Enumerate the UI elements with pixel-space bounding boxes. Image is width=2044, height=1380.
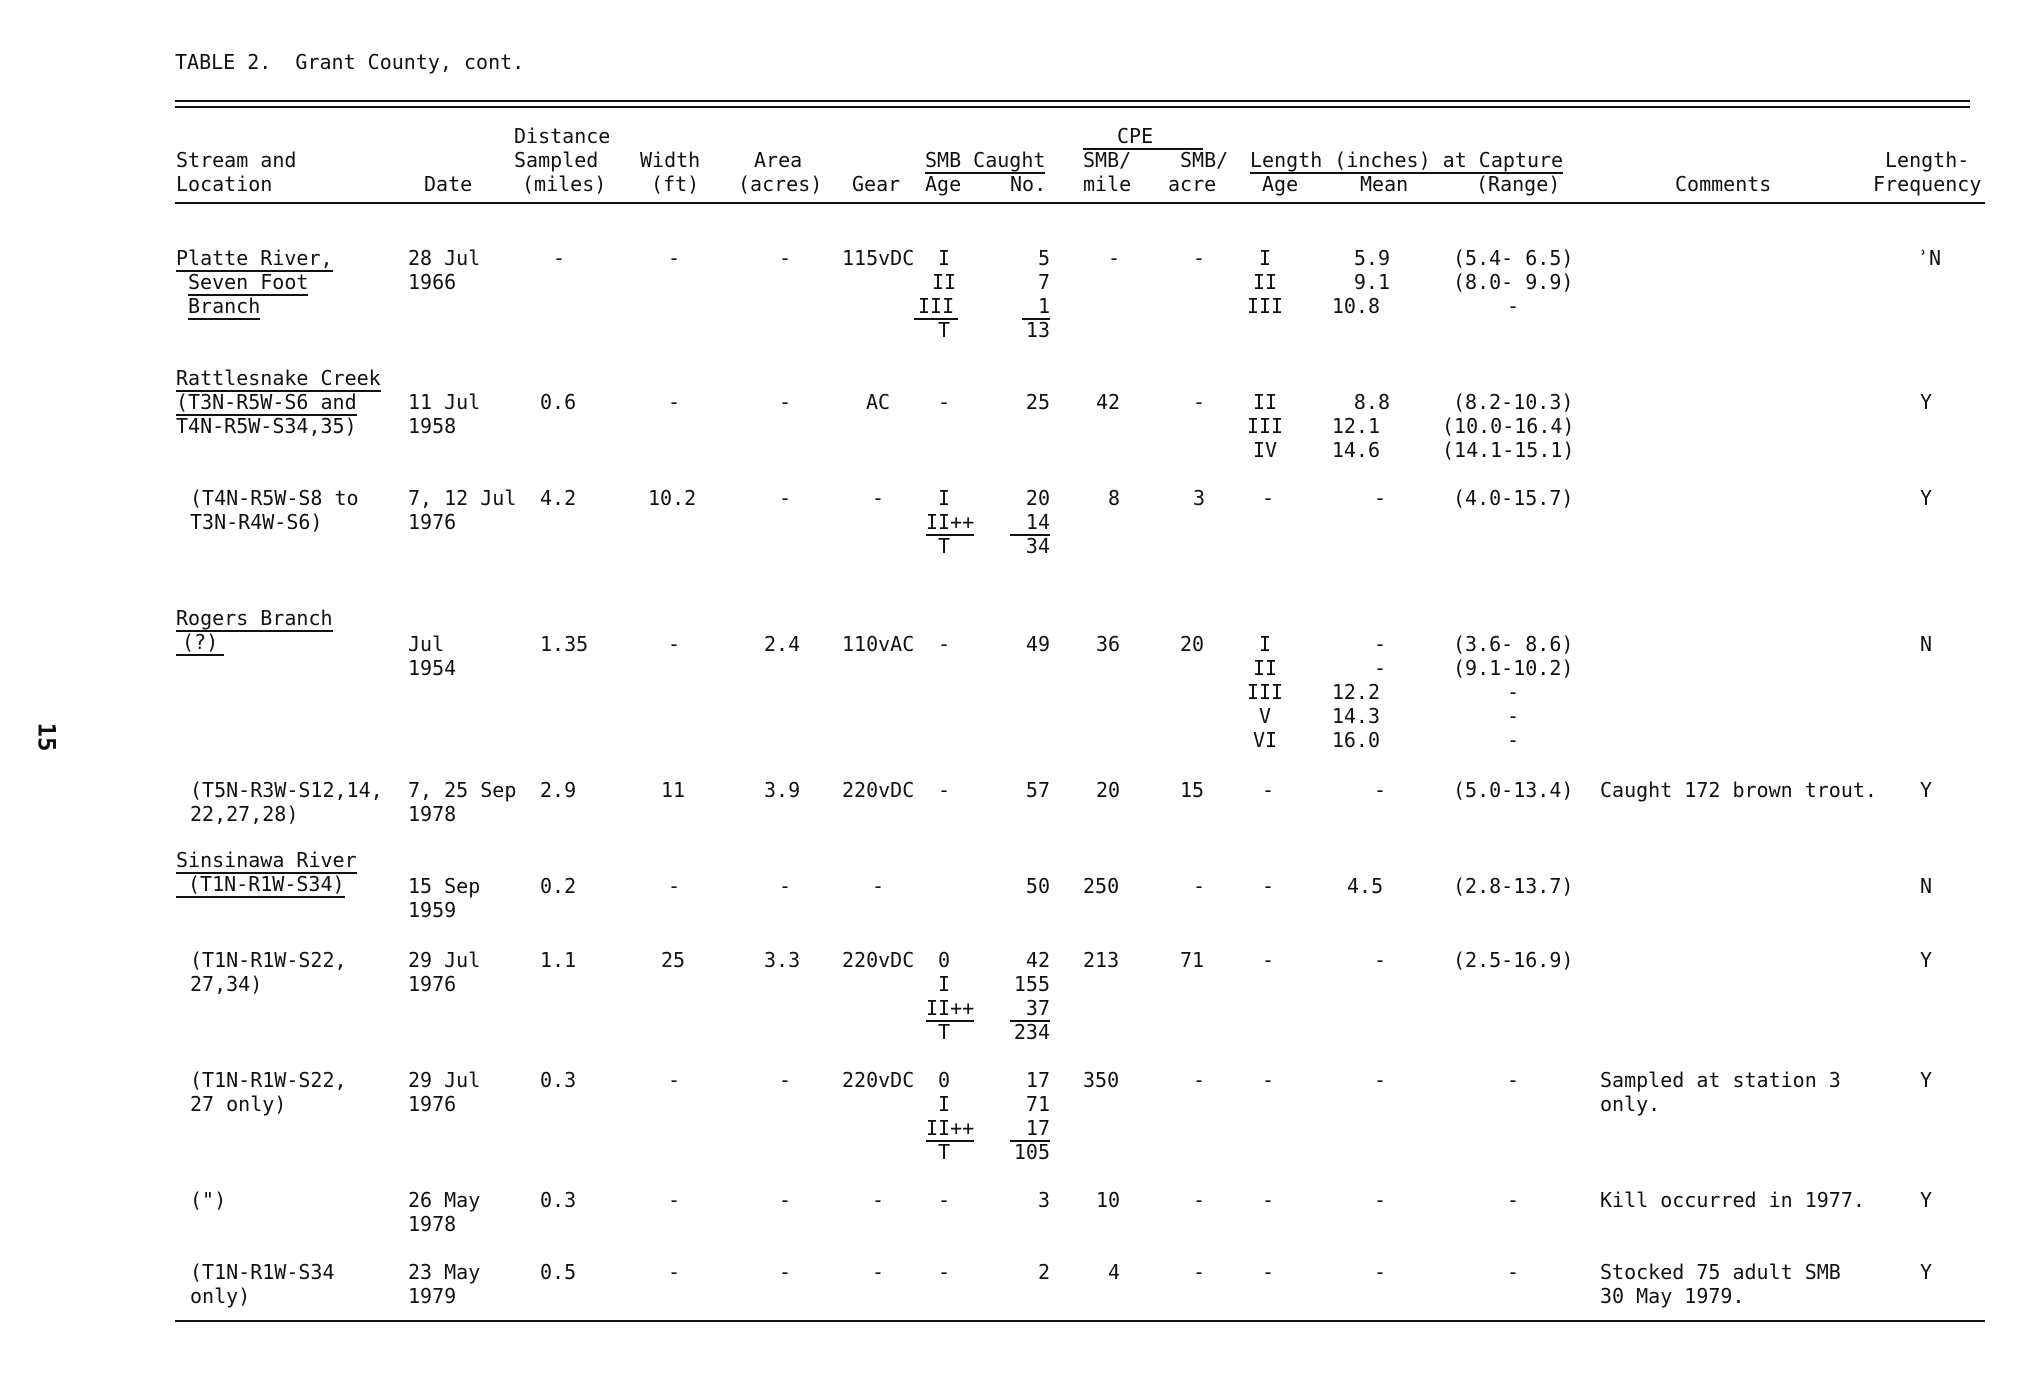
stream-name: Seven Foot bbox=[188, 270, 309, 294]
cpe-acre: - bbox=[1193, 1068, 1206, 1092]
stream-name: Rogers Branch bbox=[176, 606, 333, 630]
age: I bbox=[938, 1092, 951, 1116]
page-number: 15 bbox=[32, 722, 61, 752]
header-mile: mile bbox=[1083, 172, 1132, 196]
top-rule bbox=[175, 100, 1970, 102]
area: 3.3 bbox=[764, 948, 801, 972]
comment: only. bbox=[1600, 1092, 1661, 1116]
header-gear: Gear bbox=[852, 172, 901, 196]
gear: 220vDC bbox=[842, 778, 915, 802]
length-age: III bbox=[1246, 414, 1284, 438]
cpe-acre: - bbox=[1193, 874, 1206, 898]
distance: 4.2 bbox=[540, 486, 577, 510]
area: - bbox=[779, 1188, 792, 1212]
count: 2 bbox=[1037, 1260, 1050, 1284]
year: 1979 bbox=[408, 1284, 457, 1308]
location: (T1N-R1W-S34) bbox=[176, 872, 345, 898]
header-mean: Mean bbox=[1360, 172, 1409, 196]
mean: 14.3 bbox=[1331, 704, 1380, 728]
year: 1954 bbox=[408, 656, 457, 680]
stream-name: Platte River, bbox=[176, 246, 333, 270]
width: - bbox=[668, 632, 681, 656]
location: 27,34) bbox=[190, 972, 263, 996]
cpe-acre: - bbox=[1193, 390, 1206, 414]
age-total: T bbox=[938, 1020, 951, 1044]
location: 27 only) bbox=[190, 1092, 287, 1116]
gear: - bbox=[872, 1188, 885, 1212]
header-length-age: Age bbox=[1262, 172, 1299, 196]
header-acres: (acres) bbox=[738, 172, 823, 196]
cpe-mile: 213 bbox=[1083, 948, 1120, 972]
count: 5 bbox=[1037, 246, 1050, 270]
header-smb-mile: SMB/ bbox=[1083, 148, 1132, 172]
comment: 30 May 1979. bbox=[1600, 1284, 1745, 1308]
count-total: 34 bbox=[1025, 534, 1050, 558]
mean: - bbox=[1374, 632, 1387, 656]
cpe-mile: 8 bbox=[1108, 486, 1121, 510]
length-frequency: Y bbox=[1920, 1260, 1933, 1284]
area: - bbox=[779, 390, 792, 414]
age: 0 bbox=[938, 948, 951, 972]
age: I bbox=[938, 486, 951, 510]
date: 15 Sep bbox=[408, 874, 481, 898]
gear: 220vDC bbox=[842, 948, 915, 972]
stream-name: Sinsinawa River bbox=[176, 848, 357, 872]
mean: 10.8 bbox=[1331, 294, 1380, 318]
age: 0 bbox=[938, 1068, 951, 1092]
cpe-acre: - bbox=[1193, 1188, 1206, 1212]
length-age: II bbox=[1252, 656, 1278, 680]
distance: 0.2 bbox=[540, 874, 577, 898]
age: II bbox=[932, 270, 957, 294]
cpe-acre: 20 bbox=[1180, 632, 1205, 656]
cpe-acre: 3 bbox=[1193, 486, 1206, 510]
distance: 0.6 bbox=[540, 390, 577, 414]
gear: 115vDC bbox=[842, 246, 915, 270]
length-age: - bbox=[1262, 1260, 1275, 1284]
year: 1958 bbox=[408, 414, 457, 438]
cpe-mile: 20 bbox=[1096, 778, 1121, 802]
age: II++ bbox=[926, 1116, 975, 1140]
header-no: No. bbox=[1010, 172, 1047, 196]
year: 1976 bbox=[408, 1092, 457, 1116]
width: - bbox=[668, 246, 681, 270]
mean: 5.9 bbox=[1353, 246, 1390, 270]
header-comments: Comments bbox=[1675, 172, 1772, 196]
mean: 9.1 bbox=[1353, 270, 1390, 294]
area: - bbox=[779, 1260, 792, 1284]
count: 37 bbox=[1010, 996, 1050, 1022]
location: (") bbox=[190, 1188, 227, 1212]
date: 29 Jul bbox=[408, 948, 481, 972]
width: 10.2 bbox=[648, 486, 697, 510]
range: (8.0- 9.9) bbox=[1453, 270, 1574, 294]
age-total: T bbox=[938, 534, 951, 558]
range: (8.2-10.3) bbox=[1453, 390, 1574, 414]
distance: 0.5 bbox=[540, 1260, 577, 1284]
range: - bbox=[1507, 294, 1520, 318]
range: (4.0-15.7) bbox=[1453, 486, 1574, 510]
length-age: - bbox=[1262, 874, 1275, 898]
cpe-mile: 42 bbox=[1096, 390, 1121, 414]
mean: 16.0 bbox=[1331, 728, 1380, 752]
count: 49 bbox=[1025, 632, 1050, 656]
location: T4N-R5W-S34,35) bbox=[176, 414, 357, 438]
count: 17 bbox=[1025, 1068, 1050, 1092]
year: 1966 bbox=[408, 270, 457, 294]
header-smb-acre: SMB/ bbox=[1180, 148, 1229, 172]
area: 3.9 bbox=[764, 778, 801, 802]
date: 29 Jul bbox=[408, 1068, 481, 1092]
length-age: - bbox=[1262, 1188, 1275, 1212]
length-age: I bbox=[1258, 246, 1272, 270]
count: 71 bbox=[1025, 1092, 1050, 1116]
mean: - bbox=[1374, 1068, 1387, 1092]
count-total: 13 bbox=[1025, 318, 1050, 342]
location: (T1N-R1W-S22, bbox=[190, 1068, 347, 1092]
range: - bbox=[1507, 1188, 1520, 1212]
year: 1959 bbox=[408, 898, 457, 922]
range: (5.0-13.4) bbox=[1453, 778, 1574, 802]
length-frequency: Y bbox=[1920, 486, 1933, 510]
age-total: T bbox=[938, 318, 951, 342]
length-age: - bbox=[1262, 778, 1275, 802]
stream-name: Branch bbox=[188, 294, 261, 318]
range: (2.8-13.7) bbox=[1453, 874, 1574, 898]
header-smb-caught: SMB Caught bbox=[925, 148, 1046, 172]
width: 11 bbox=[661, 778, 686, 802]
table-title: TABLE 2. Grant County, cont. bbox=[175, 50, 525, 74]
cpe-mile: 10 bbox=[1096, 1188, 1121, 1212]
gear: 110vAC bbox=[842, 632, 915, 656]
location: (T1N-R1W-S34 bbox=[190, 1260, 335, 1284]
location: (T1N-R1W-S22, bbox=[190, 948, 347, 972]
stream-name: Rattlesnake Creek bbox=[176, 366, 381, 390]
cpe-acre: 15 bbox=[1180, 778, 1205, 802]
header-miles: (miles) bbox=[522, 172, 607, 196]
count: 25 bbox=[1025, 390, 1050, 414]
count: 7 bbox=[1037, 270, 1050, 294]
mean: 12.1 bbox=[1331, 414, 1380, 438]
age: - bbox=[938, 778, 951, 802]
count: 20 bbox=[1025, 486, 1050, 510]
range: (10.0-16.4) bbox=[1442, 414, 1575, 438]
length-frequency: Y bbox=[1920, 390, 1933, 414]
range: (2.5-16.9) bbox=[1453, 948, 1574, 972]
width: 25 bbox=[661, 948, 686, 972]
header-distance: Distance bbox=[514, 124, 611, 148]
count: 1 bbox=[1022, 294, 1050, 320]
range: (3.6- 8.6) bbox=[1453, 632, 1574, 656]
count: 42 bbox=[1025, 948, 1050, 972]
width: - bbox=[668, 874, 681, 898]
count: 3 bbox=[1037, 1188, 1050, 1212]
length-frequency: ʾN bbox=[1917, 246, 1942, 270]
range: (9.1-10.2) bbox=[1453, 656, 1574, 680]
width: - bbox=[668, 1260, 681, 1284]
age: II++ bbox=[926, 510, 975, 534]
header-rule bbox=[175, 202, 1985, 204]
header-area: Area bbox=[754, 148, 803, 172]
width: - bbox=[668, 390, 681, 414]
age: III bbox=[914, 294, 958, 320]
cpe-mile: - bbox=[1108, 246, 1121, 270]
cpe-acre: - bbox=[1193, 1260, 1206, 1284]
area: - bbox=[779, 246, 792, 270]
count: 57 bbox=[1025, 778, 1050, 802]
count: 17 bbox=[1010, 1116, 1050, 1142]
distance: 0.3 bbox=[540, 1188, 577, 1212]
location: (T5N-R3W-S12,14, bbox=[190, 778, 383, 802]
header-frequency: Frequency bbox=[1873, 172, 1982, 196]
header-age: Age bbox=[925, 172, 962, 196]
count-total: 234 bbox=[1013, 1020, 1050, 1044]
age: I bbox=[938, 246, 951, 270]
length-age: - bbox=[1262, 1068, 1275, 1092]
length-age: - bbox=[1262, 948, 1275, 972]
range: - bbox=[1507, 1260, 1520, 1284]
header-stream: Stream and bbox=[176, 148, 297, 172]
date: 7, 25 Sep bbox=[408, 778, 517, 802]
comment: Stocked 75 adult SMB bbox=[1600, 1260, 1841, 1284]
area: - bbox=[779, 874, 792, 898]
distance: 2.9 bbox=[540, 778, 577, 802]
area: - bbox=[779, 486, 792, 510]
length-frequency: Y bbox=[1920, 1188, 1933, 1212]
age: - bbox=[938, 390, 951, 414]
cpe-mile: 36 bbox=[1096, 632, 1121, 656]
header-acre: acre bbox=[1168, 172, 1217, 196]
age-total: T bbox=[938, 1140, 951, 1164]
count-total: 105 bbox=[1013, 1140, 1050, 1164]
date: Jul bbox=[408, 632, 445, 656]
distance: 1.1 bbox=[540, 948, 577, 972]
mean: - bbox=[1374, 486, 1387, 510]
location: 22,27,28) bbox=[190, 802, 299, 826]
range: (14.1-15.1) bbox=[1442, 438, 1575, 462]
count: 14 bbox=[1010, 510, 1050, 536]
width: - bbox=[668, 1188, 681, 1212]
length-age: V bbox=[1258, 704, 1272, 728]
year: 1978 bbox=[408, 802, 457, 826]
header-range: (Range) bbox=[1476, 172, 1561, 196]
age: - bbox=[938, 1188, 951, 1212]
mean: 14.6 bbox=[1331, 438, 1380, 462]
header-ft: (ft) bbox=[651, 172, 700, 196]
comment: Sampled at station 3 bbox=[1600, 1068, 1841, 1092]
age: - bbox=[938, 1260, 951, 1284]
gear: - bbox=[872, 874, 885, 898]
age: I bbox=[938, 972, 951, 996]
location: (?) bbox=[176, 630, 224, 656]
range: - bbox=[1507, 704, 1520, 728]
mean: - bbox=[1374, 778, 1387, 802]
mean: 4.5 bbox=[1347, 874, 1384, 898]
header-sampled: Sampled bbox=[514, 148, 599, 172]
year: 1978 bbox=[408, 1212, 457, 1236]
gear: - bbox=[872, 486, 885, 510]
header-length-frequency: Length- bbox=[1885, 148, 1970, 172]
area: 2.4 bbox=[764, 632, 801, 656]
length-age: III bbox=[1246, 294, 1284, 318]
header-date: Date bbox=[424, 172, 473, 196]
header-cpe: CPE bbox=[1083, 124, 1203, 150]
location: T3N-R4W-S6) bbox=[190, 510, 323, 534]
length-age: II bbox=[1252, 390, 1278, 414]
length-frequency: N bbox=[1920, 874, 1933, 898]
mean: 8.8 bbox=[1353, 390, 1390, 414]
header-width: Width bbox=[640, 148, 701, 172]
date: 7, 12 Jul bbox=[408, 486, 517, 510]
comment: Kill occurred in 1977. bbox=[1600, 1188, 1865, 1212]
length-age: VI bbox=[1252, 728, 1278, 752]
cpe-mile: 350 bbox=[1083, 1068, 1120, 1092]
length-age: III bbox=[1246, 680, 1284, 704]
count: 155 bbox=[1013, 972, 1050, 996]
gear: 220vDC bbox=[842, 1068, 915, 1092]
header-location: Location bbox=[176, 172, 273, 196]
date: 11 Jul bbox=[408, 390, 481, 414]
bottom-rule bbox=[175, 1320, 1985, 1322]
mean: 12.2 bbox=[1331, 680, 1380, 704]
header-length: Length (inches) at Capture bbox=[1250, 148, 1564, 172]
length-frequency: N bbox=[1920, 632, 1933, 656]
width: - bbox=[668, 1068, 681, 1092]
year: 1976 bbox=[408, 972, 457, 996]
cpe-acre: - bbox=[1193, 246, 1206, 270]
location: (T3N-R5W-S6 and bbox=[176, 390, 357, 414]
count: 50 bbox=[1025, 874, 1050, 898]
comment: Caught 172 brown trout. bbox=[1600, 778, 1877, 802]
cpe-acre: 71 bbox=[1180, 948, 1205, 972]
length-frequency: Y bbox=[1920, 778, 1933, 802]
gear: AC bbox=[866, 390, 891, 414]
top-rule-double bbox=[175, 106, 1970, 108]
length-frequency: Y bbox=[1920, 1068, 1933, 1092]
cpe-mile: 250 bbox=[1083, 874, 1120, 898]
date: 28 Jul bbox=[408, 246, 481, 270]
range: (5.4- 6.5) bbox=[1453, 246, 1574, 270]
mean: - bbox=[1374, 1188, 1387, 1212]
date: 23 May bbox=[408, 1260, 481, 1284]
distance: 1.35 bbox=[540, 632, 589, 656]
length-age: - bbox=[1262, 486, 1275, 510]
year: 1976 bbox=[408, 510, 457, 534]
mean: - bbox=[1374, 948, 1387, 972]
area: - bbox=[779, 1068, 792, 1092]
range: - bbox=[1507, 728, 1520, 752]
length-frequency: Y bbox=[1920, 948, 1933, 972]
gear: - bbox=[872, 1260, 885, 1284]
distance: - bbox=[553, 246, 566, 270]
cpe-mile: 4 bbox=[1108, 1260, 1121, 1284]
range: - bbox=[1507, 1068, 1520, 1092]
range: - bbox=[1507, 680, 1520, 704]
age: - bbox=[938, 632, 951, 656]
length-age: IV bbox=[1252, 438, 1278, 462]
distance: 0.3 bbox=[540, 1068, 577, 1092]
length-age: II bbox=[1252, 270, 1278, 294]
date: 26 May bbox=[408, 1188, 481, 1212]
location: (T4N-R5W-S8 to bbox=[190, 486, 359, 510]
mean: - bbox=[1374, 1260, 1387, 1284]
age: II++ bbox=[926, 996, 975, 1020]
location: only) bbox=[190, 1284, 251, 1308]
length-age: I bbox=[1258, 632, 1272, 656]
mean: - bbox=[1374, 656, 1387, 680]
